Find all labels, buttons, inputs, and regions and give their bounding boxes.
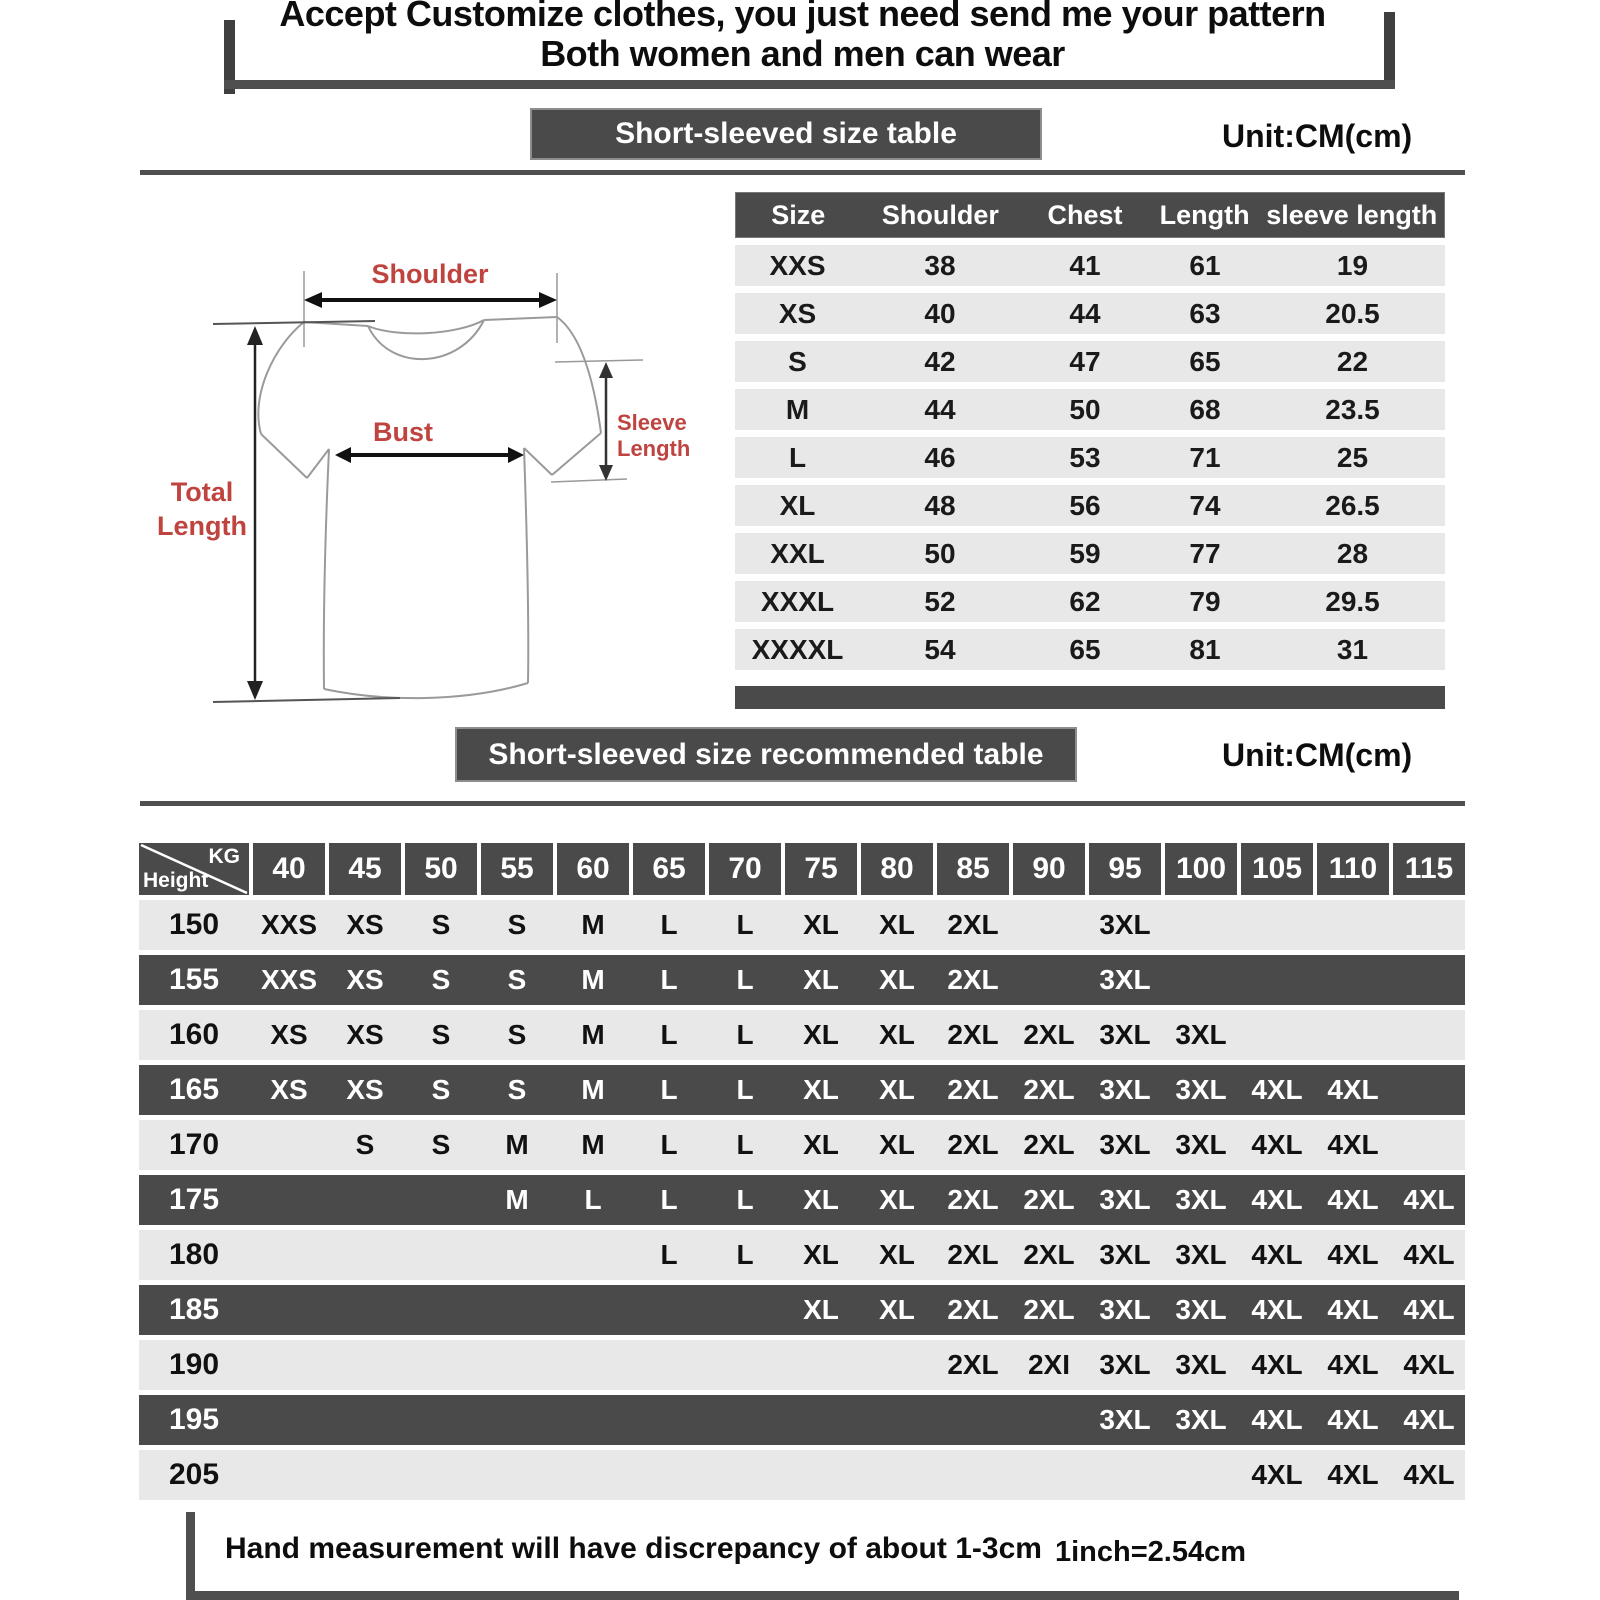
size-column-header: Size [771, 199, 826, 230]
weight-header-cell: 115 [1393, 843, 1465, 895]
size-value: 53 [1069, 441, 1101, 473]
recommended-size-value: S [355, 1129, 375, 1160]
recommended-size-value: 4XL [1403, 1459, 1455, 1490]
size-value: 28 [1336, 537, 1369, 569]
recommended-size-value: M [581, 909, 605, 940]
weight-header-cell: 45 [329, 843, 401, 895]
total-length-label-line1: Total [170, 477, 234, 507]
total-length-measure [157, 321, 400, 702]
recommended-size-value: 3XL [1175, 1129, 1227, 1160]
tshirt-diagram [135, 205, 700, 710]
size-label: XS [778, 297, 817, 329]
size-table-title: Short-sleeved size table [530, 108, 1042, 160]
recommended-size-value: S [507, 964, 527, 995]
recommended-size-value: XL [879, 909, 915, 940]
recommended-size-value: L [660, 1074, 678, 1105]
recommended-size-value: L [736, 1074, 754, 1105]
size-table-header-row [735, 192, 1445, 238]
divider-line [140, 801, 1465, 806]
recommended-size-value: 2XL [947, 909, 999, 940]
size-value: 77 [1189, 537, 1221, 569]
recommended-size-value: 4XL [1251, 1294, 1303, 1325]
size-column-header: Length [1159, 199, 1250, 230]
recommended-size-value: S [507, 1019, 527, 1050]
recommended-size-value: 3XL [1099, 1294, 1151, 1325]
recommended-size-value: 4XL [1403, 1239, 1455, 1270]
weight-header-cell: 75 [785, 843, 857, 895]
recommended-size-value: 3XL [1099, 964, 1151, 995]
size-value: 38 [924, 249, 956, 281]
size-label: M [785, 393, 810, 425]
recommended-size-value: XL [803, 1019, 839, 1050]
recommended-row [139, 1395, 1465, 1445]
recommended-size-value: XL [879, 964, 915, 995]
recommended-size-value: 2XL [1023, 1184, 1075, 1215]
size-value: 79 [1189, 585, 1221, 617]
recommended-size-value: XL [879, 1074, 915, 1105]
recommended-size-value: M [505, 1184, 529, 1215]
size-column-header: Chest [1047, 199, 1123, 230]
weight-header-cell: 95 [1089, 843, 1161, 895]
size-table-row [735, 485, 1445, 526]
recommended-size-value: 2XL [947, 1074, 999, 1105]
recommended-size-value: XL [803, 1294, 839, 1325]
footer-bottom-bar [186, 1591, 1459, 1600]
size-table-row [735, 533, 1445, 574]
weight-header-cell: 100 [1165, 843, 1237, 895]
corner-kg-label: KG [208, 845, 240, 868]
recommended-size-value: 3XL [1175, 1349, 1227, 1380]
size-value: 22 [1336, 345, 1369, 377]
footer-left-bar [186, 1512, 195, 1600]
recommended-size-value: 4XL [1251, 1184, 1303, 1215]
size-value: 31 [1336, 633, 1369, 665]
recommended-size-value: L [660, 909, 678, 940]
size-value: 63 [1189, 297, 1221, 329]
size-table-footer-bar [735, 686, 1445, 709]
recommended-size-value: S [431, 1019, 451, 1050]
size-table-unit: Unit:CM(cm) [1222, 118, 1413, 154]
bust-measure [335, 417, 524, 463]
recommended-size-value: S [507, 909, 527, 940]
recommended-size-value: XL [803, 1184, 839, 1215]
recommended-size-value: 4XL [1251, 1239, 1303, 1270]
recommended-size-value: M [581, 1129, 605, 1160]
size-value: 48 [924, 489, 956, 521]
recommended-size-value: S [431, 964, 451, 995]
inch-conversion-note: 1inch=2.54cm [1055, 1536, 1247, 1568]
height-label: 180 [168, 1238, 220, 1271]
size-table-row [735, 341, 1445, 382]
recommended-row [139, 1010, 1465, 1060]
recommended-size-value: L [660, 1239, 678, 1270]
size-value: 44 [924, 393, 956, 425]
recommended-size-value: M [581, 1019, 605, 1050]
recommended-row [139, 1175, 1465, 1225]
recommended-size-value: 4XL [1251, 1459, 1303, 1490]
recommended-size-value: XL [803, 1129, 839, 1160]
recommended-size-value: 4XL [1327, 1239, 1379, 1270]
recommended-size-value: 2XL [1023, 1019, 1075, 1050]
sleeve-length-measure [551, 360, 690, 482]
recommended-size-value: XS [270, 1019, 308, 1050]
size-value: 29.5 [1325, 585, 1380, 617]
recommended-table [139, 843, 1465, 1500]
size-value: 54 [924, 633, 956, 665]
recommended-size-value: M [505, 1129, 529, 1160]
recommended-size-value: M [581, 964, 605, 995]
recommended-size-value: 2XL [947, 1019, 999, 1050]
height-label: 165 [168, 1073, 220, 1106]
size-column-header: Shoulder [881, 199, 999, 230]
recommended-size-value: 4XL [1251, 1404, 1303, 1435]
recommended-size-value: 3XL [1175, 1239, 1227, 1270]
recommended-size-value: L [660, 964, 678, 995]
size-value: 41 [1069, 249, 1101, 281]
recommended-size-value: L [736, 1184, 754, 1215]
height-label: 190 [168, 1348, 220, 1381]
size-value: 71 [1189, 441, 1221, 473]
recommended-size-value: 3XL [1099, 1074, 1151, 1105]
sleeve-length-label-line2: Length [617, 436, 691, 461]
size-value: 19 [1336, 249, 1369, 281]
size-table-row [735, 293, 1445, 334]
corner-cell [139, 843, 249, 895]
recommended-size-value: 3XL [1175, 1019, 1227, 1050]
top-banner [210, 0, 1395, 74]
size-value: 81 [1189, 633, 1221, 665]
recommended-size-value: L [736, 964, 754, 995]
recommended-size-value: 3XL [1099, 1239, 1151, 1270]
banner-line2: Both women and men can wear [540, 33, 1065, 74]
recommended-size-value: 3XL [1175, 1294, 1227, 1325]
recommended-size-value: XS [346, 964, 384, 995]
banner-line1: Accept Customize clothes, you just need send me your pattern [279, 0, 1326, 34]
height-label: 205 [168, 1458, 220, 1491]
weight-header-cell: 50 [405, 843, 477, 895]
recommended-size-value: L [736, 1129, 754, 1160]
size-value: 56 [1069, 489, 1101, 521]
recommended-size-value: L [736, 1019, 754, 1050]
size-value: 47 [1069, 345, 1101, 377]
size-value: 44 [1069, 297, 1101, 329]
recommended-size-value: XL [803, 909, 839, 940]
recommended-size-value: M [581, 1074, 605, 1105]
recommended-size-value: XL [803, 1074, 839, 1105]
bust-label: Bust [373, 417, 433, 447]
recommended-size-value: XXS [260, 964, 318, 995]
recommended-size-value: 4XL [1251, 1074, 1303, 1105]
recommended-row [139, 1285, 1465, 1335]
recommended-size-value: 3XL [1175, 1184, 1227, 1215]
recommended-size-value: 3XL [1099, 1019, 1151, 1050]
weight-header-cell: 90 [1013, 843, 1085, 895]
weight-header-cell: 65 [633, 843, 705, 895]
recommended-size-value: XL [879, 1019, 915, 1050]
recommended-size-value: XXS [260, 909, 318, 940]
weight-header-cell: 70 [709, 843, 781, 895]
recommended-size-value: XL [879, 1294, 915, 1325]
recommended-row [139, 900, 1465, 950]
size-value: 46 [924, 441, 956, 473]
recommended-size-value: 3XL [1099, 1349, 1151, 1380]
size-value: 42 [924, 345, 956, 377]
recommended-size-value: 3XL [1099, 1404, 1151, 1435]
size-label: XXXL [760, 585, 835, 617]
recommended-size-value: 4XL [1327, 1459, 1379, 1490]
recommended-table-title: Short-sleeved size recommended table [455, 727, 1077, 782]
size-value: 40 [924, 297, 956, 329]
recommended-size-value: 4XL [1327, 1349, 1379, 1380]
recommended-size-value: 4XL [1403, 1349, 1455, 1380]
total-length-label-line2: Length [157, 511, 247, 541]
recommended-table-unit: Unit:CM(cm) [1222, 737, 1413, 773]
weight-header-cell: 110 [1317, 843, 1389, 895]
recommended-size-value: S [431, 909, 451, 940]
recommended-size-value: 2XI [1027, 1349, 1071, 1380]
height-label: 185 [168, 1293, 220, 1326]
size-label: S [788, 345, 807, 377]
height-label: 170 [168, 1128, 220, 1161]
recommended-size-value: 4XL [1403, 1404, 1455, 1435]
size-value: 68 [1189, 393, 1221, 425]
recommended-size-value: 2XL [947, 1294, 999, 1325]
size-value: 65 [1189, 345, 1221, 377]
size-label: XXL [770, 537, 825, 569]
recommended-size-value: 2XL [947, 964, 999, 995]
recommended-size-value: XL [803, 1239, 839, 1270]
recommended-size-value: 4XL [1327, 1184, 1379, 1215]
weight-header-cell: 60 [557, 843, 629, 895]
recommended-size-value: 4XL [1403, 1184, 1455, 1215]
recommended-size-value: L [660, 1019, 678, 1050]
recommended-size-value: XS [270, 1074, 308, 1105]
recommended-size-value: XS [346, 909, 384, 940]
recommended-table-header-row [139, 843, 1465, 895]
recommended-size-value: 3XL [1099, 1129, 1151, 1160]
recommended-size-value: XL [803, 964, 839, 995]
recommended-size-value: 4XL [1327, 1404, 1379, 1435]
recommended-size-value: 2XL [947, 1349, 999, 1380]
shoulder-label: Shoulder [371, 259, 489, 289]
recommended-size-value: XS [346, 1019, 384, 1050]
recommended-row [139, 955, 1465, 1005]
height-label: 155 [168, 963, 220, 996]
recommended-size-value: 3XL [1099, 1184, 1151, 1215]
weight-header-cell: 85 [937, 843, 1009, 895]
size-value: 25 [1336, 441, 1369, 473]
height-label: 150 [168, 908, 220, 941]
size-label: XXS [769, 249, 826, 281]
height-label: 175 [168, 1183, 220, 1216]
recommended-size-value: 4XL [1251, 1129, 1303, 1160]
measurement-note: Hand measurement will have discrepancy of about 1-3cm [225, 1532, 1042, 1565]
recommended-size-value: 3XL [1175, 1404, 1227, 1435]
recommended-size-value: 3XL [1175, 1074, 1227, 1105]
weight-header-cell: 40 [253, 843, 325, 895]
recommended-size-value: 4XL [1327, 1294, 1379, 1325]
recommended-row [139, 1065, 1465, 1115]
recommended-size-value: 2XL [947, 1129, 999, 1160]
size-table [735, 192, 1445, 709]
size-value: 61 [1189, 249, 1221, 281]
recommended-size-value: 2XL [1023, 1294, 1075, 1325]
size-column-header: sleeve length [1266, 199, 1438, 230]
sleeve-length-label-line1: Sleeve [617, 410, 687, 435]
recommended-size-value: XL [879, 1129, 915, 1160]
size-table-body [735, 245, 1445, 670]
recommended-row [139, 1340, 1465, 1390]
recommended-row [139, 1450, 1465, 1500]
height-label: 160 [168, 1018, 220, 1051]
size-value: 62 [1069, 585, 1101, 617]
size-label: L [788, 441, 807, 473]
size-value: 59 [1069, 537, 1101, 569]
size-value: 23.5 [1325, 393, 1380, 425]
size-table-row [735, 437, 1445, 478]
recommended-size-value: L [736, 1239, 754, 1270]
recommended-size-value: 2XL [1023, 1129, 1075, 1160]
size-table-row [735, 581, 1445, 622]
banner-bottom-bar [224, 80, 1395, 89]
recommended-size-value: 4XL [1327, 1074, 1379, 1105]
divider-line [140, 170, 1465, 175]
recommended-size-value: XL [879, 1239, 915, 1270]
weight-header-cell: 55 [481, 843, 553, 895]
size-value: 20.5 [1325, 297, 1380, 329]
size-value: 26.5 [1325, 489, 1380, 521]
corner-height-label: Height [143, 869, 209, 892]
size-table-row [735, 389, 1445, 430]
size-value: 52 [924, 585, 956, 617]
recommended-size-value: S [431, 1129, 451, 1160]
recommended-table-body [139, 900, 1465, 1500]
recommended-size-value: L [660, 1184, 678, 1215]
size-value: 74 [1189, 489, 1221, 521]
recommended-size-value: S [507, 1074, 527, 1105]
recommended-size-value: 4XL [1251, 1349, 1303, 1380]
recommended-size-value: 4XL [1403, 1294, 1455, 1325]
size-value: 50 [1069, 393, 1101, 425]
recommended-size-value: XS [346, 1074, 384, 1105]
weight-header-cell: 80 [861, 843, 933, 895]
recommended-row [139, 1230, 1465, 1280]
recommended-size-value: 4XL [1327, 1129, 1379, 1160]
size-table-row [735, 629, 1445, 670]
recommended-size-value: 2XL [947, 1184, 999, 1215]
recommended-size-value: L [660, 1129, 678, 1160]
recommended-size-value: 2XL [1023, 1074, 1075, 1105]
recommended-size-value: 3XL [1099, 909, 1151, 940]
size-label: XL [779, 489, 816, 521]
weight-header-cell: 105 [1241, 843, 1313, 895]
recommended-size-value: S [431, 1074, 451, 1105]
recommended-size-value: L [584, 1184, 602, 1215]
recommended-size-value: L [736, 909, 754, 940]
tshirt-outline [258, 317, 601, 698]
size-value: 50 [924, 537, 956, 569]
recommended-size-value: XL [879, 1184, 915, 1215]
size-table-row [735, 245, 1445, 286]
recommended-size-value: 2XL [1023, 1239, 1075, 1270]
recommended-row [139, 1120, 1465, 1170]
size-value: 65 [1069, 633, 1101, 665]
size-label: XXXXL [751, 633, 844, 665]
recommended-size-value: 2XL [947, 1239, 999, 1270]
height-label: 195 [168, 1403, 220, 1436]
